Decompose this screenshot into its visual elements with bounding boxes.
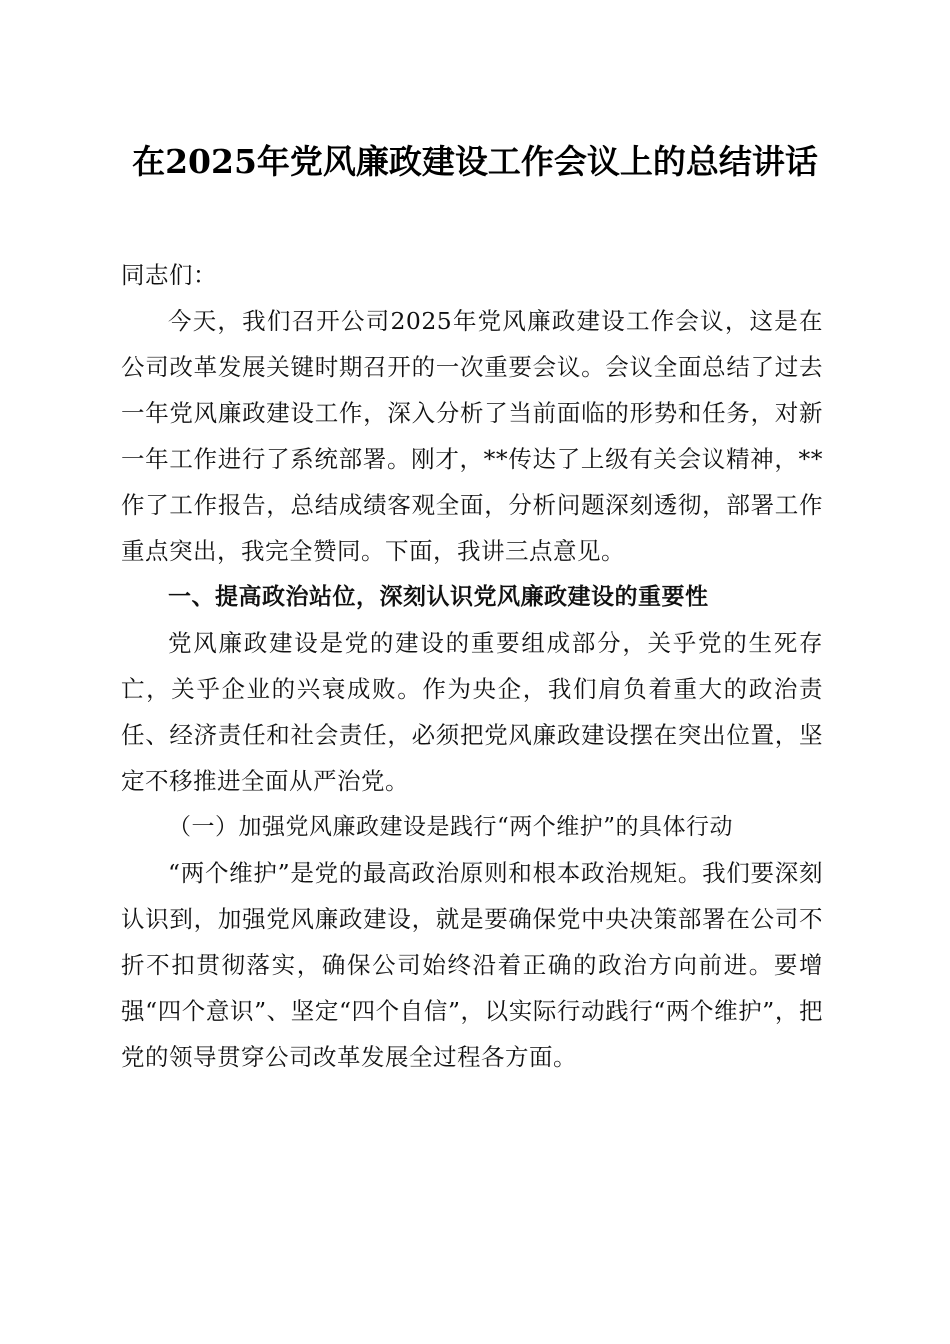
subsection-1-paragraph: “两个维护”是党的最高政治原则和根本政治规矩。我们要深刻认识到，加强党风廉政建设，就是要确保党中央决策部署在公司不折不扣贯彻落实，确保公司始终沿着正确的政治方向前进。要增强“四个意识”、坚定“四个自信”，以实际行动践行“两个维护”，把党的领导贯穿公司改革发展全过程各方面。 xyxy=(121,859,823,1071)
section-1-paragraph: 党风廉政建设是党的建设的重要组成部分，关乎党的生死存亡，关乎企业的兴衰成败。作为央企，我们肩负着重大的政治责任、经济责任和社会责任，必须把党风廉政建设摆在突出位置，坚定不移推进全面从严治党。 xyxy=(121,629,823,795)
intro-paragraph: 今天，我们召开公司2025年党风廉政建设工作会议，这是在公司改革发展关键时期召开的一次重要会议。会议全面总结了过去一年党风廉政建设工作，深入分析了当前面临的形势和任务，对新一年工作进行了系统部署。刚才，**传达了上级有关会议精神，**作了工作报告，总结成绩客观全面，分析问题深刻透彻，部署工作重点突出，我完全赞同。下面，我讲三点意见。 xyxy=(121,307,823,565)
salutation: 同志们： xyxy=(121,261,217,289)
document-title: 在2025年党风廉政建设工作会议上的总结讲话 xyxy=(132,142,818,181)
section-heading-1: 一、提高政治站位，深刻认识党风廉政建设的重要性 xyxy=(168,584,709,610)
document-body xyxy=(121,252,823,1080)
subsection-heading-1: （一）加强党风廉政建设是践行“两个维护”的具体行动 xyxy=(168,814,734,840)
